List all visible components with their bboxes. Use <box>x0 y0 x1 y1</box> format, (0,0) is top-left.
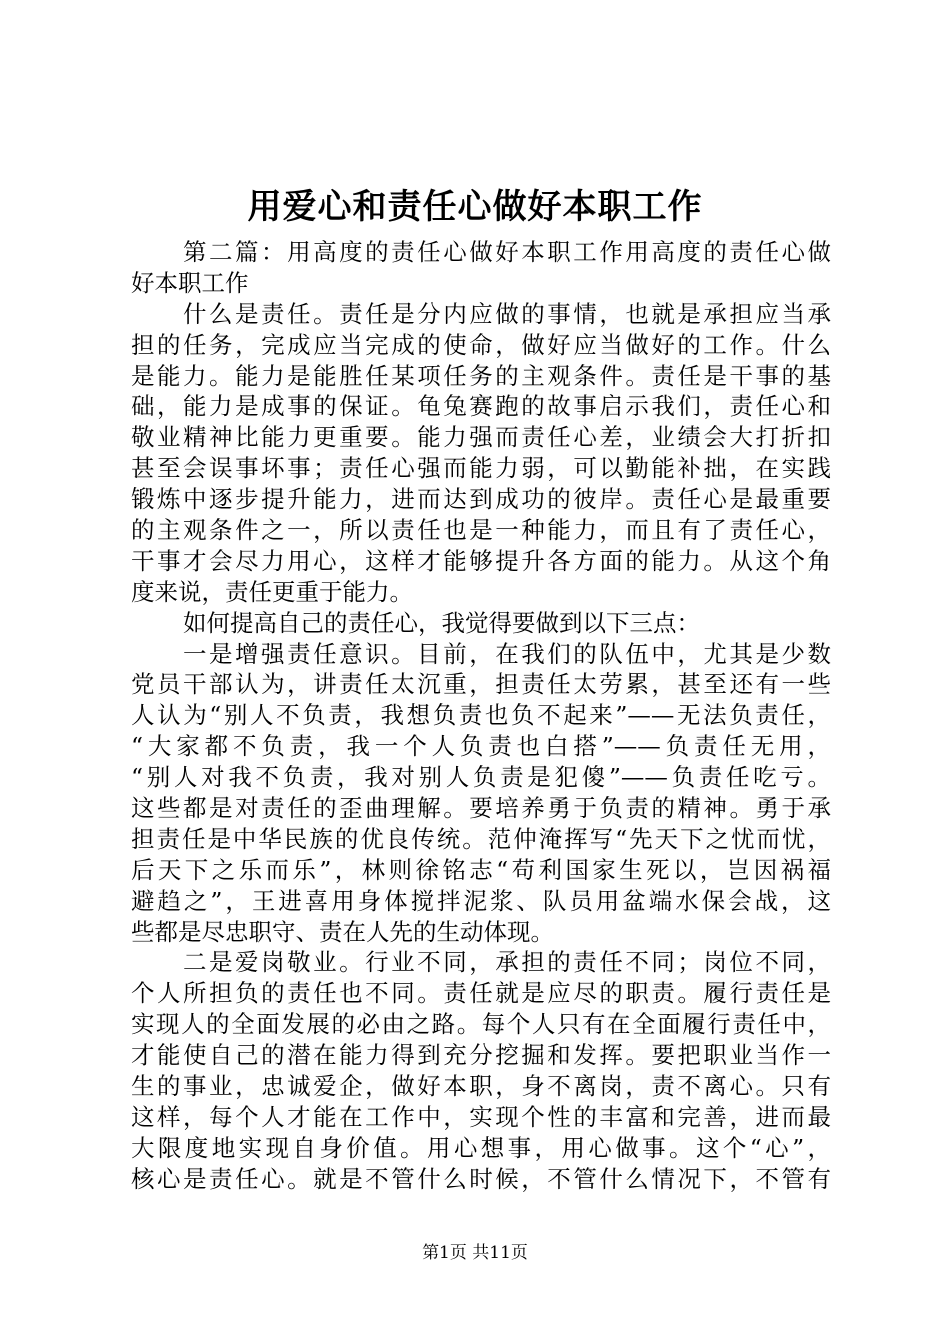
page-number-footer: 第1页 共11页 <box>422 1243 528 1263</box>
body-line: 核心是责任心。就是不管什么时候，不管什么情况下，不管有 <box>131 1164 831 1193</box>
body-line: 的主观条件之一，所以责任也是一种能力，而且有了责任心， <box>131 516 831 545</box>
body-line: 第二篇：用高度的责任心做好本职工作用高度的责任心做 <box>183 238 831 266</box>
body-line: 如何提高自己的责任心，我觉得要做到以下三点： <box>183 608 700 637</box>
body-line: 担的任务，完成应当完成的使命，做好应当做好的工作。什么 <box>131 330 831 359</box>
body-line: 好本职工作 <box>131 268 249 297</box>
body-line: 锻炼中逐步提升能力，进而达到成功的彼岸。责任心是最重要 <box>131 485 831 514</box>
body-line: 这些都是对责任的歪曲理解。要培养勇于负责的精神。勇于承 <box>131 794 831 823</box>
body-line: 什么是责任。责任是分内应做的事情，也就是承担应当承 <box>183 299 831 328</box>
body-line: 才能使自己的潜在能力得到充分挖掘和发挥。要把职业当作一 <box>131 1041 831 1070</box>
body-line: 些都是尽忠职守、责在人先的生动体现。 <box>131 917 554 946</box>
body-line: 敬业精神比能力更重要。能力强而责任心差，业绩会大打折扣 <box>131 423 831 452</box>
document-title: 用爱心和责任心做好本职工作 <box>247 187 703 227</box>
body-line: 干事才会尽力用心，这样才能够提升各方面的能力。从这个角 <box>131 546 831 575</box>
body-line: 础，能力是成事的保证。龟兔赛跑的故事启示我们，责任心和 <box>131 392 831 421</box>
body-line: 这样，每个人才能在工作中，实现个性的丰富和完善，进而最 <box>131 1102 831 1131</box>
body-line: 实现人的全面发展的必由之路。每个人只有在全面履行责任中， <box>131 1010 831 1039</box>
body-line: 后天下之乐而乐”，林则徐铭志“苟利国家生死以，岂因祸福 <box>131 855 831 884</box>
body-line: 党员干部认为，讲责任太沉重，担责任太劳累，甚至还有一些 <box>131 670 831 699</box>
body-line: “别人对我不负责，我对别人负责是犯傻”——负责任吃亏。 <box>131 763 831 792</box>
body-line: 个人所担负的责任也不同。责任就是应尽的职责。履行责任是 <box>131 979 831 1008</box>
body-line: 避趋之”，王进喜用身体搅拌泥浆、队员用盆端水保会战，这 <box>131 886 831 915</box>
body-line: 二是爱岗敬业。行业不同，承担的责任不同；岗位不同， <box>183 948 831 977</box>
body-line: 人认为“别人不负责，我想负责也负不起来”——无法负责任， <box>131 701 831 730</box>
body-line: 甚至会误事坏事；责任心强而能力弱，可以勤能补拙，在实践 <box>131 454 831 483</box>
body-line: 生的事业，忠诚爱企，做好本职，身不离岗，责不离心。只有 <box>131 1072 831 1101</box>
document-body <box>131 237 831 1195</box>
body-line: “大家都不负责，我一个人负责也白搭”——负责任无用， <box>131 732 831 761</box>
body-line: 一是增强责任意识。目前，在我们的队伍中，尤其是少数 <box>183 639 831 668</box>
body-line: 是能力。能力是能胜任某项任务的主观条件。责任是干事的基 <box>131 361 831 390</box>
body-line: 度来说，责任更重于能力。 <box>131 577 413 606</box>
body-line: 大限度地实现自身价值。用心想事，用心做事。这个“心”， <box>131 1133 831 1162</box>
body-line: 担责任是中华民族的优良传统。范仲淹挥写“先天下之忧而忧， <box>131 824 831 853</box>
